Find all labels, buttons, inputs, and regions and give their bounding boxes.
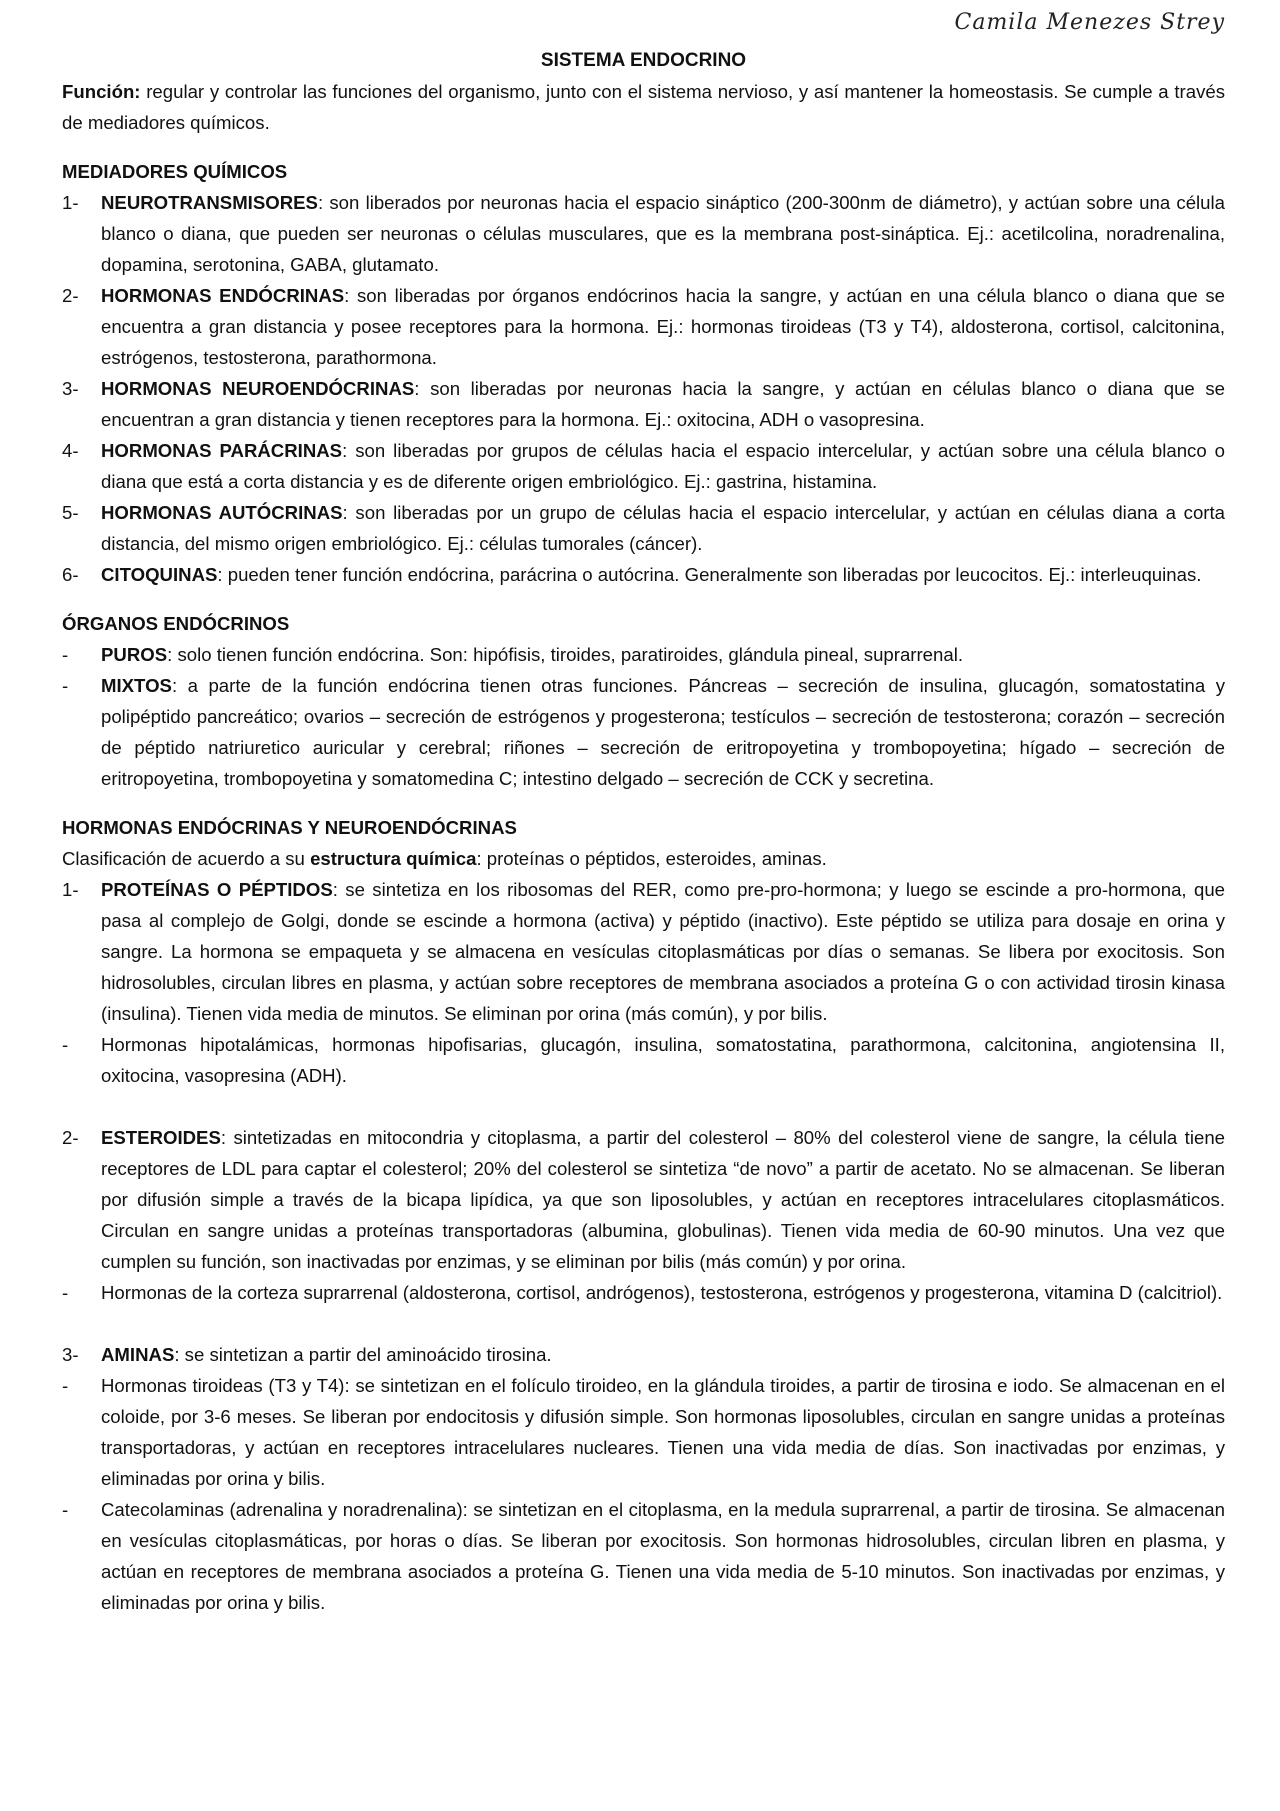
list-marker: - xyxy=(62,644,69,665)
item-term: PUROS xyxy=(101,644,168,665)
item-term: MIXTOS xyxy=(101,675,172,696)
item-term: AMINAS xyxy=(101,1344,175,1365)
item-text: : son liberados por neuronas hacia el espacio sináptico (200-300nm de diámetro), y actúan sobre una célula blanco o diana, que pueden ser neuronas o células musculares, que es la membrana post-sináptica. Ej.: acetilcolina, noradrenalina, dopamina, serotonina, GABA, glutamato. xyxy=(101,192,1225,275)
item-text: : se sintetiza en los ribosomas del RER, como pre-pro-hormona; y luego se escinde a pro-hormona, que pasa al complejo de Golgi, donde se escinde a hormona (activa) y péptido (inactivo). Este péptido se utiliza para dosaje en orina y sangre. La hormona se empaqueta y se almacena en vesículas citoplasmáticas por días o semanas. Se libera por exocitosis. Son hidrosolubles, circulan libres en plasma, y actúan sobre receptores de membrana asociados a proteína G o con actividad tirosin kinasa (insulina). Tienen vida media de minutos. Se eliminan por orina (más común), y por bilis. xyxy=(101,879,1225,1024)
section-heading-hormonas: HORMONAS ENDÓCRINAS Y NEUROENDÓCRINAS xyxy=(62,817,517,838)
list-item xyxy=(62,670,1225,794)
item-term: HORMONAS ENDÓCRINAS xyxy=(101,285,345,306)
item-text: : se sintetizan a partir del aminoácido tirosina. xyxy=(174,1344,552,1365)
list-marker: 5- xyxy=(62,502,79,523)
intro-label: Función: xyxy=(62,81,141,102)
list-item xyxy=(62,435,1225,497)
list-marker: - xyxy=(62,1499,69,1520)
section-heading-mediadores: MEDIADORES QUÍMICOS xyxy=(62,161,288,182)
list-item xyxy=(62,1494,1225,1618)
item-text: Hormonas tiroideas (T3 y T4): se sintetizan en el folículo tiroideo, en la glándula tiroides, a partir de tirosina e iodo. Se almacenan en el coloide, por 3-6 meses. Se liberan por endocitosis y difusión simple. Son hormonas liposolubles, circulan en sangre unidas a proteínas transportadoras, y actúan en receptores intracelulares nucleares. Tienen una vida media de días. Son inactivadas por enzimas, y eliminadas por orina y bilis. xyxy=(101,1375,1225,1489)
intro-text: regular y controlar las funciones del organismo, junto con el sistema nervioso, y así mantener la homeostasis. Se cumple a través de mediadores químicos. xyxy=(62,81,1225,133)
proteinas-list xyxy=(62,874,1225,1091)
list-item xyxy=(62,639,1225,670)
list-item xyxy=(62,497,1225,559)
item-text: : pueden tener función endócrina, parácrina o autócrina. Generalmente son liberadas por leucocitos. Ej.: interleuquinas. xyxy=(217,564,1202,585)
item-text: : son liberadas por grupos de células hacia el espacio intercelular, y actúan sobre una célula blanco o diana que está a corta distancia y es de diferente origen embriológico. Ej.: gastrina, histamina. xyxy=(101,440,1225,492)
item-term: HORMONAS PARÁCRINAS xyxy=(101,440,343,461)
item-term: HORMONAS NEUROENDÓCRINAS xyxy=(101,378,415,399)
list-item xyxy=(62,280,1225,373)
list-marker: - xyxy=(62,675,69,696)
classification-bold: estructura química xyxy=(310,848,477,869)
list-marker: 2- xyxy=(62,285,79,306)
item-term: NEUROTRANSMISORES xyxy=(101,192,318,213)
list-marker: - xyxy=(62,1282,69,1303)
list-item xyxy=(62,1277,1225,1308)
author-signature: Camila Menezes Strey xyxy=(954,10,1225,35)
item-term: ESTEROIDES xyxy=(101,1127,221,1148)
item-text: Catecolaminas (adrenalina y noradrenalina): se sintetizan en el citoplasma, en la medula suprarrenal, a partir de tirosina. Se almacenan en vesículas citoplasmáticas, por horas o días. Se liberan por exocitosis. Son hormonas hidrosolubles, circulan libren en plasma, y actúan en receptores de membrana asociados a proteína G. Tienen una vida media de 5-10 minutos. Son inactivadas por enzimas, y eliminadas por orina y bilis. xyxy=(101,1499,1225,1613)
list-marker: 3- xyxy=(62,1344,79,1365)
aminas-list xyxy=(62,1339,1225,1618)
item-text: : son liberadas por órganos endócrinos hacia la sangre, y actúan en una célula blanco o diana que se encuentra a gran distancia y posee receptores para la hormona. Ej.: hormonas tiroideas (T3 y T4), aldosterona, cortisol, calcitonina, estrógenos, testosterona, parathormona. xyxy=(101,285,1225,368)
item-text: : a parte de la función endócrina tienen otras funciones. Páncreas – secreción de insulina, glucagón, somatostatina y polipéptido pancreático; ovarios – secreción de estrógenos y progesterona; testículos – secreción de testosterona; corazón – secreción de péptido natriuretico auricular y cerebral; riñones – secreción de eritropoyetina y trombopoyetina; hígado – secreción de eritropoyetina, trombopoyetina y somatomedina C; intestino delgado – secreción de CCK y secretina. xyxy=(101,675,1225,789)
item-text: : son liberadas por un grupo de células hacia el espacio intercelular, y actúan en células diana a corta distancia, del mismo origen embriológico. Ej.: células tumorales (cáncer). xyxy=(101,502,1225,554)
item-text: : solo tienen función endócrina. Son: hipófisis, tiroides, paratiroides, glándula pineal, suprarrenal. xyxy=(167,644,964,665)
item-term: CITOQUINAS xyxy=(101,564,218,585)
list-item xyxy=(62,1370,1225,1494)
spacer xyxy=(62,1308,1225,1339)
classification-post: : proteínas o péptidos, esteroides, aminas. xyxy=(476,848,827,869)
list-item xyxy=(62,1029,1225,1091)
list-item xyxy=(62,373,1225,435)
item-text: Hormonas hipotalámicas, hormonas hipofisarias, glucagón, insulina, somatostatina, parathormona, calcitonina, angiotensina II, oxitocina, vasopresina (ADH). xyxy=(101,1034,1225,1086)
organos-list xyxy=(62,639,1225,794)
classification-line xyxy=(62,843,1225,874)
item-term: PROTEÍNAS O PÉPTIDOS xyxy=(101,879,333,900)
list-marker: 6- xyxy=(62,564,79,585)
list-marker: 4- xyxy=(62,440,79,461)
esteroides-list xyxy=(62,1122,1225,1308)
item-text: Hormonas de la corteza suprarrenal (aldosterona, cortisol, andrógenos), testosterona, estrógenos y progesterona, vitamina D (calcitriol). xyxy=(101,1282,1223,1303)
list-marker: - xyxy=(62,1375,69,1396)
list-marker: 1- xyxy=(62,879,79,900)
list-item xyxy=(62,1339,1225,1370)
spacer xyxy=(62,1091,1225,1122)
list-marker: 2- xyxy=(62,1127,79,1148)
list-marker: 1- xyxy=(62,192,79,213)
document-title: SISTEMA ENDOCRINO xyxy=(540,50,747,71)
item-text: : son liberadas por neuronas hacia la sangre, y actúan en células blanco o diana que se encuentran a gran distancia y tienen receptores para la hormona. Ej.: oxitocina, ADH o vasopresina. xyxy=(101,378,1226,430)
mediadores-list xyxy=(62,187,1225,590)
intro-paragraph xyxy=(62,76,1225,138)
list-marker: - xyxy=(62,1034,69,1055)
section-heading-organos: ÓRGANOS ENDÓCRINOS xyxy=(62,613,290,634)
list-item xyxy=(62,559,1225,590)
list-marker: 3- xyxy=(62,378,79,399)
list-item xyxy=(62,1122,1225,1277)
list-item xyxy=(62,874,1225,1029)
item-text: : sintetizadas en mitocondria y citoplasma, a partir del colesterol – 80% del colesterol viene de sangre, la célula tiene receptores de LDL para captar el colesterol; 20% del colesterol se sintetiza “de novo” a partir de acetato. No se almacenan. Se liberan por difusión simple a través de la bicapa lipídica, ya que son liposolubles, y actúan en receptores intracelulares citoplasmáticos. Circulan en sangre unidas a proteínas transportadoras (albumina, globulinas). Tienen vida media de 60-90 minutos. Una vez que cumplen su función, son inactivadas por enzimas, y se eliminan por bilis (más común) y por orina. xyxy=(101,1127,1225,1272)
list-item xyxy=(62,187,1225,280)
item-term: HORMONAS AUTÓCRINAS xyxy=(101,502,343,523)
classification-pre: Clasificación de acuerdo a su xyxy=(62,848,311,869)
